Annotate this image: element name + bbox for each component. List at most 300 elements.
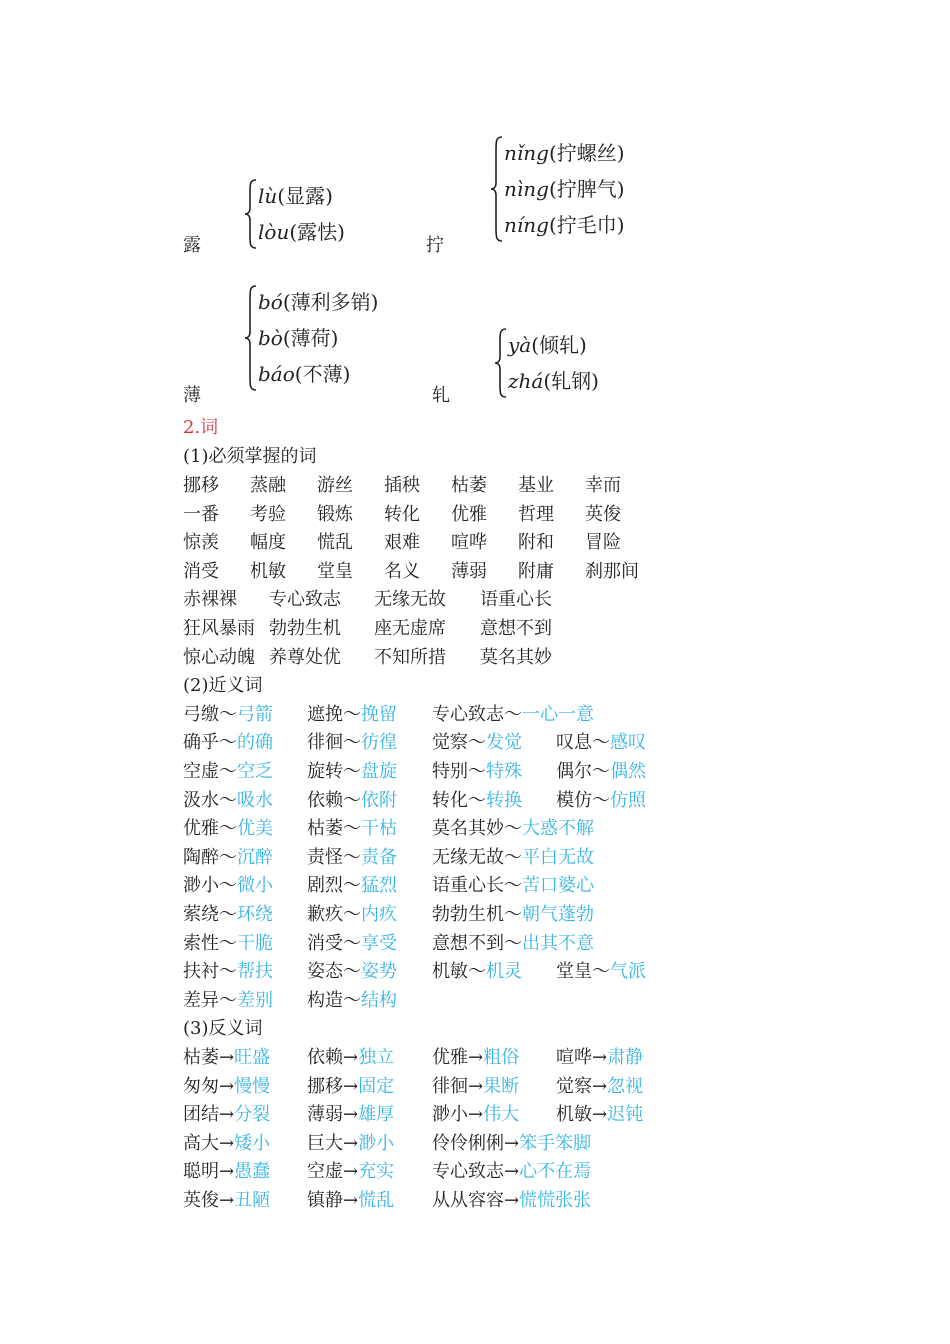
word-pair: [183, 758, 273, 787]
pair-separator: ～: [468, 961, 486, 983]
pinyin: lòu: [258, 220, 290, 244]
word-pair: [307, 729, 397, 758]
pair-word: 巨大: [307, 1132, 343, 1154]
pair-word: 觉察: [432, 732, 468, 754]
pair-separator: ～: [343, 875, 361, 897]
word-pair: [307, 1101, 394, 1130]
pair-answer: 旺盛: [234, 1047, 271, 1068]
pair-separator: →: [468, 1047, 484, 1068]
word-pair: [432, 701, 594, 730]
pair-word: 汲水: [183, 789, 219, 811]
pair-word: 匆匆: [183, 1075, 219, 1097]
example-word: (拧毛巾): [548, 213, 625, 237]
pair-answer: 特殊: [486, 761, 522, 782]
word-pair: [183, 987, 273, 1016]
word-item: 挪移: [183, 475, 219, 496]
pair-answer: 慌慌张张: [519, 1190, 592, 1211]
pair-word: 萦绕: [183, 904, 219, 925]
example-word: (露怯): [289, 220, 345, 244]
reading-line: [258, 356, 378, 392]
pair-word: 空虚: [307, 1161, 343, 1183]
pair-separator: ～: [504, 703, 522, 725]
pair-separator: ～: [468, 732, 486, 754]
word-item: 狂风暴雨: [183, 618, 255, 639]
word-pair: [183, 844, 273, 873]
pair-answer: 沉醉: [237, 846, 273, 868]
word-pair: [432, 1073, 519, 1102]
word-item: 锻炼: [317, 503, 353, 525]
pair-answer: 挽留: [361, 703, 397, 725]
reading-line: [508, 327, 599, 363]
word-item: 附庸: [518, 560, 554, 582]
pair-separator: ～: [219, 846, 237, 868]
pair-separator: ～: [468, 761, 486, 782]
pair-separator: →: [504, 1161, 520, 1183]
word-item: 英俊: [585, 503, 621, 525]
word-item: 附和: [518, 532, 554, 554]
pair-separator: ～: [219, 703, 237, 725]
word-item: 转化: [384, 503, 420, 525]
pair-separator: ～: [504, 904, 522, 925]
pair-separator: ～: [219, 732, 237, 754]
pair-word: 觉察: [556, 1075, 592, 1097]
word-pair: [183, 1073, 270, 1102]
pair-answer: 固定: [358, 1075, 395, 1097]
word-pair: [183, 930, 273, 959]
pair-word: 挪移: [307, 1075, 343, 1097]
word-item: 勃勃生机: [269, 618, 341, 639]
reading-line: [504, 207, 625, 243]
pair-word: 机敏: [432, 961, 468, 983]
pair-word: 伶伶俐俐: [432, 1132, 504, 1154]
pair-word: 勃勃生机: [432, 904, 504, 925]
pair-word: 徘徊: [307, 732, 343, 754]
pair-answer: 吸水: [237, 789, 273, 811]
brace-icon: [490, 135, 504, 243]
pair-separator: ～: [504, 846, 522, 868]
pair-answer: 转换: [486, 789, 522, 811]
polyphone-group-ya: [494, 327, 599, 399]
brace-icon: [244, 178, 258, 250]
word-pair: [432, 872, 594, 901]
pair-separator: ～: [343, 904, 361, 925]
word-pair: [556, 1073, 643, 1102]
word-pair: [307, 758, 397, 787]
pair-answer: 空乏: [237, 761, 273, 782]
word-item: 幅度: [250, 532, 286, 554]
pair-separator: ～: [343, 761, 361, 782]
word-item: 惊羡: [183, 532, 219, 554]
word-pair: [307, 1130, 394, 1159]
example-word: (薄利多销): [282, 290, 379, 314]
pair-answer: 姿势: [361, 961, 397, 983]
pair-separator: ～: [219, 989, 237, 1011]
word-pair: [183, 1130, 270, 1159]
pair-answer: 慢慢: [234, 1075, 271, 1097]
word-item: 幸而: [585, 475, 621, 496]
pair-word: 弓缴: [183, 703, 219, 725]
pinyin: nìng: [504, 177, 549, 201]
word-item: 不知所措: [374, 646, 446, 668]
pair-separator: →: [219, 1104, 235, 1126]
pair-answer: 迟钝: [607, 1104, 644, 1126]
pair-separator: →: [504, 1190, 520, 1211]
pair-separator: →: [343, 1132, 359, 1154]
reading-line: [258, 178, 345, 214]
word-pair: [183, 872, 273, 901]
pair-separator: ～: [343, 961, 361, 983]
pair-separator: →: [468, 1075, 484, 1097]
pair-word: 优雅: [183, 818, 219, 840]
must-title: (1)必须掌握的词: [183, 446, 317, 467]
pair-word: 无缘无故: [432, 846, 504, 868]
pair-word: 旋转: [307, 761, 343, 782]
polyphone-char-ning: 拧: [426, 235, 444, 256]
polyphone-group-bo: [244, 284, 378, 392]
pair-answer: 果断: [483, 1075, 520, 1097]
pair-answer: 朝气蓬勃: [522, 904, 594, 925]
pair-answer: 矮小: [234, 1132, 271, 1154]
polyphone-char-bo: 薄: [183, 385, 201, 406]
pair-word: 优雅: [432, 1047, 468, 1068]
word-item: 基业: [518, 475, 554, 496]
pair-answer: 平白无故: [522, 846, 594, 868]
pair-separator: ～: [343, 789, 361, 811]
word-item: 养尊处优: [269, 646, 341, 668]
pair-answer: 干脆: [237, 932, 273, 954]
word-pair: [183, 787, 273, 816]
pair-answer: 猛烈: [361, 875, 397, 897]
word-item: 刹那间: [585, 560, 639, 582]
pair-answer: 笨手笨脚: [519, 1132, 592, 1154]
word-pair: [307, 844, 397, 873]
pair-word: 姿态: [307, 961, 343, 983]
pinyin: yà: [508, 333, 532, 357]
pair-word: 镇静: [307, 1190, 343, 1211]
word-pair: [307, 958, 397, 987]
pair-separator: →: [343, 1190, 359, 1211]
pair-word: 英俊: [183, 1190, 219, 1211]
example-word: (不薄): [294, 362, 351, 386]
pair-separator: ～: [343, 818, 361, 840]
word-pair: [432, 815, 594, 844]
word-pair: [307, 701, 397, 730]
word-item: 莫名其妙: [480, 646, 552, 668]
pair-word: 责怪: [307, 846, 343, 868]
word-pair: [432, 930, 594, 959]
pair-word: 高大: [183, 1132, 219, 1154]
pair-word: 转化: [432, 789, 468, 811]
word-pair: [307, 787, 397, 816]
pinyin: lù: [258, 184, 278, 208]
pinyin: bò: [258, 326, 283, 350]
pair-separator: →: [219, 1132, 235, 1154]
word-pair: [307, 815, 397, 844]
word-item: 语重心长: [480, 589, 552, 611]
pair-separator: →: [468, 1104, 484, 1126]
pair-answer: 彷徨: [361, 732, 397, 754]
word-pair: [432, 958, 522, 987]
pair-answer: 结构: [361, 989, 397, 1011]
pair-answer: 的确: [237, 732, 273, 754]
word-pair: [432, 901, 594, 930]
reading-line: [504, 171, 625, 207]
pair-separator: ～: [219, 789, 237, 811]
pair-separator: →: [343, 1075, 359, 1097]
pair-answer: 独立: [358, 1047, 395, 1068]
pair-separator: ～: [219, 761, 237, 782]
word-item: 赤裸裸: [183, 589, 237, 611]
pair-answer: 一心一意: [522, 703, 594, 725]
pair-answer: 苦口婆心: [522, 875, 594, 897]
pair-answer: 伟大: [483, 1104, 520, 1126]
pair-separator: →: [592, 1047, 608, 1068]
pair-word: 枯萎: [307, 818, 343, 840]
word-pair: [183, 1044, 270, 1073]
pinyin: zhá: [508, 369, 544, 393]
pair-separator: →: [592, 1075, 608, 1097]
pair-answer: 渺小: [358, 1132, 395, 1154]
word-pair: [432, 1044, 519, 1073]
polyphone-char-lu: 露: [183, 235, 201, 256]
pinyin: bó: [258, 290, 283, 314]
pair-word: 渺小: [183, 875, 219, 897]
pinyin: níng: [504, 213, 549, 237]
pair-separator: ～: [592, 789, 610, 811]
pair-answer: 仿照: [610, 789, 646, 811]
word-pair: [432, 1130, 591, 1159]
pair-separator: ～: [504, 875, 522, 897]
word-item: 机敏: [250, 560, 286, 582]
word-item: 惊心动魄: [183, 646, 255, 668]
pair-separator: →: [219, 1075, 235, 1097]
word-pair: [432, 1187, 591, 1216]
pair-separator: →: [219, 1161, 235, 1183]
word-pair: [432, 729, 522, 758]
word-pair: [307, 1073, 394, 1102]
pair-word: 徘徊: [432, 1075, 468, 1097]
pair-answer: 微小: [237, 875, 273, 897]
word-item: 意想不到: [480, 618, 552, 639]
word-pair: [556, 729, 646, 758]
word-item: 消受: [183, 560, 219, 582]
word-item: 无缘无故: [374, 589, 446, 611]
word-pair: [432, 1158, 591, 1187]
pair-word: 遮挽: [307, 703, 343, 725]
pair-answer: 心不在焉: [519, 1161, 592, 1183]
word-pair: [183, 701, 273, 730]
word-pair: [307, 1044, 394, 1073]
pair-separator: ～: [343, 732, 361, 754]
example-word: (倾轧): [531, 333, 587, 357]
pair-word: 依赖: [307, 1047, 343, 1068]
pair-answer: 肃静: [607, 1047, 644, 1068]
pair-answer: 偶然: [610, 761, 646, 782]
pair-answer: 依附: [361, 789, 397, 811]
pair-word: 莫名其妙: [432, 818, 504, 840]
pair-word: 陶醉: [183, 846, 219, 868]
word-pair: [183, 729, 273, 758]
pair-answer: 责备: [361, 846, 397, 868]
polyphone-group-lu: [244, 178, 345, 250]
pinyin: nǐng: [504, 141, 549, 165]
pair-separator: ～: [504, 932, 522, 954]
pinyin: báo: [258, 362, 295, 386]
word-pair: [183, 901, 273, 930]
pair-answer: 雄厚: [358, 1104, 395, 1126]
word-item: 喧哗: [451, 532, 487, 554]
pair-separator: ～: [343, 932, 361, 954]
pair-word: 薄弱: [307, 1104, 343, 1126]
word-item: 考验: [250, 503, 286, 525]
pair-answer: 优美: [237, 818, 273, 840]
word-pair: [432, 844, 594, 873]
word-pair: [432, 758, 522, 787]
word-pair: [556, 758, 646, 787]
pair-answer: 分裂: [234, 1104, 271, 1126]
reading-line: [258, 214, 345, 250]
word-pair: [307, 1158, 394, 1187]
pair-word: 团结: [183, 1104, 219, 1126]
pair-answer: 粗俗: [483, 1047, 520, 1068]
polyphone-char-ya: 轧: [432, 385, 450, 406]
pair-separator: ～: [592, 732, 610, 754]
pair-separator: ～: [219, 875, 237, 897]
pair-answer: 感叹: [610, 732, 646, 754]
pair-separator: ～: [343, 846, 361, 868]
pair-answer: 大惑不解: [522, 818, 594, 840]
pair-answer: 帮扶: [237, 961, 273, 983]
pair-answer: 愚蠢: [234, 1161, 271, 1183]
pair-answer: 环绕: [237, 904, 273, 925]
word-item: 薄弱: [451, 560, 487, 582]
section-title: 2.词: [183, 417, 219, 438]
pair-separator: ～: [504, 818, 522, 840]
pair-answer: 享受: [361, 932, 397, 954]
word-pair: [556, 958, 646, 987]
pair-answer: 气派: [610, 961, 646, 983]
word-pair: [556, 787, 646, 816]
pair-word: 专心致志: [432, 1161, 504, 1183]
word-item: 游丝: [317, 475, 353, 496]
antonym-title: (3)反义词: [183, 1018, 263, 1040]
pair-answer: 盘旋: [361, 761, 397, 782]
pair-separator: ～: [219, 961, 237, 983]
word-item: 名义: [384, 560, 420, 582]
pair-word: 消受: [307, 932, 343, 954]
pair-answer: 充实: [358, 1161, 395, 1183]
word-pair: [183, 1101, 270, 1130]
pair-word: 空虚: [183, 761, 219, 782]
pair-separator: →: [219, 1190, 235, 1211]
pair-answer: 出其不意: [522, 932, 594, 954]
word-item: 艰难: [384, 532, 420, 554]
pair-separator: ～: [219, 904, 237, 925]
word-pair: [307, 872, 397, 901]
pair-separator: ～: [592, 961, 610, 983]
pair-word: 机敏: [556, 1104, 592, 1126]
reading-line: [504, 135, 625, 171]
pair-answer: 内疚: [361, 904, 397, 925]
pair-word: 确乎: [183, 732, 219, 754]
example-word: (薄荷): [282, 326, 339, 350]
pair-answer: 发觉: [486, 732, 522, 754]
brace-icon: [494, 327, 508, 399]
word-pair: [183, 1158, 270, 1187]
pair-word: 意想不到: [432, 932, 504, 954]
pair-word: 叹息: [556, 732, 592, 754]
pair-separator: →: [343, 1104, 359, 1126]
word-item: 哲理: [518, 503, 554, 525]
pair-word: 聪明: [183, 1161, 219, 1183]
pair-word: 枯萎: [183, 1047, 219, 1068]
word-pair: [183, 958, 273, 987]
polyphone-group-ning: [490, 135, 625, 243]
word-pair: [307, 1187, 394, 1216]
pair-word: 剧烈: [307, 875, 343, 897]
pair-word: 构造: [307, 989, 343, 1011]
pair-word: 模仿: [556, 789, 592, 811]
pair-separator: ～: [592, 761, 610, 782]
pair-separator: ～: [343, 703, 361, 725]
word-item: 蒸融: [250, 475, 286, 496]
word-item: 冒险: [585, 532, 621, 554]
example-word: (轧钢): [543, 369, 599, 393]
word-item: 堂皇: [317, 560, 353, 582]
pair-separator: ～: [343, 989, 361, 1011]
word-pair: [183, 1187, 270, 1216]
example-word: (拧脾气): [548, 177, 625, 201]
pair-separator: ～: [468, 789, 486, 811]
pair-word: 渺小: [432, 1104, 468, 1126]
pair-answer: 弓箭: [237, 703, 273, 725]
reading-line: [508, 363, 599, 399]
pair-word: 扶衬: [183, 961, 219, 983]
pair-word: 依赖: [307, 789, 343, 811]
word-pair: [432, 1101, 519, 1130]
reading-line: [258, 284, 378, 320]
word-item: 优雅: [451, 503, 487, 525]
pair-word: 从从容容: [432, 1190, 504, 1211]
word-pair: [183, 815, 273, 844]
example-word: (拧螺丝): [548, 141, 625, 165]
pair-word: 堂皇: [556, 961, 592, 983]
word-pair: [307, 930, 397, 959]
pair-answer: 差别: [237, 989, 273, 1011]
pair-word: 专心致志: [432, 703, 504, 725]
pair-separator: ～: [219, 818, 237, 840]
brace-icon: [244, 284, 258, 392]
pair-separator: →: [504, 1132, 520, 1154]
pair-separator: →: [592, 1104, 608, 1126]
pair-word: 喧哗: [556, 1047, 592, 1068]
reading-line: [258, 320, 378, 356]
word-item: 慌乱: [317, 532, 353, 554]
pair-answer: 慌乱: [358, 1190, 395, 1211]
pair-word: 偶尔: [556, 761, 592, 782]
word-item: 插秧: [384, 475, 420, 496]
pair-separator: →: [219, 1047, 235, 1068]
pair-word: 索性: [183, 932, 219, 954]
word-item: 专心致志: [269, 589, 341, 611]
pair-answer: 干枯: [361, 818, 397, 840]
pair-separator: ～: [219, 932, 237, 954]
pair-answer: 机灵: [486, 961, 522, 983]
word-item: 座无虚席: [374, 618, 446, 639]
word-pair: [432, 787, 522, 816]
pair-answer: 忽视: [607, 1075, 644, 1097]
pair-word: 特别: [432, 761, 468, 782]
